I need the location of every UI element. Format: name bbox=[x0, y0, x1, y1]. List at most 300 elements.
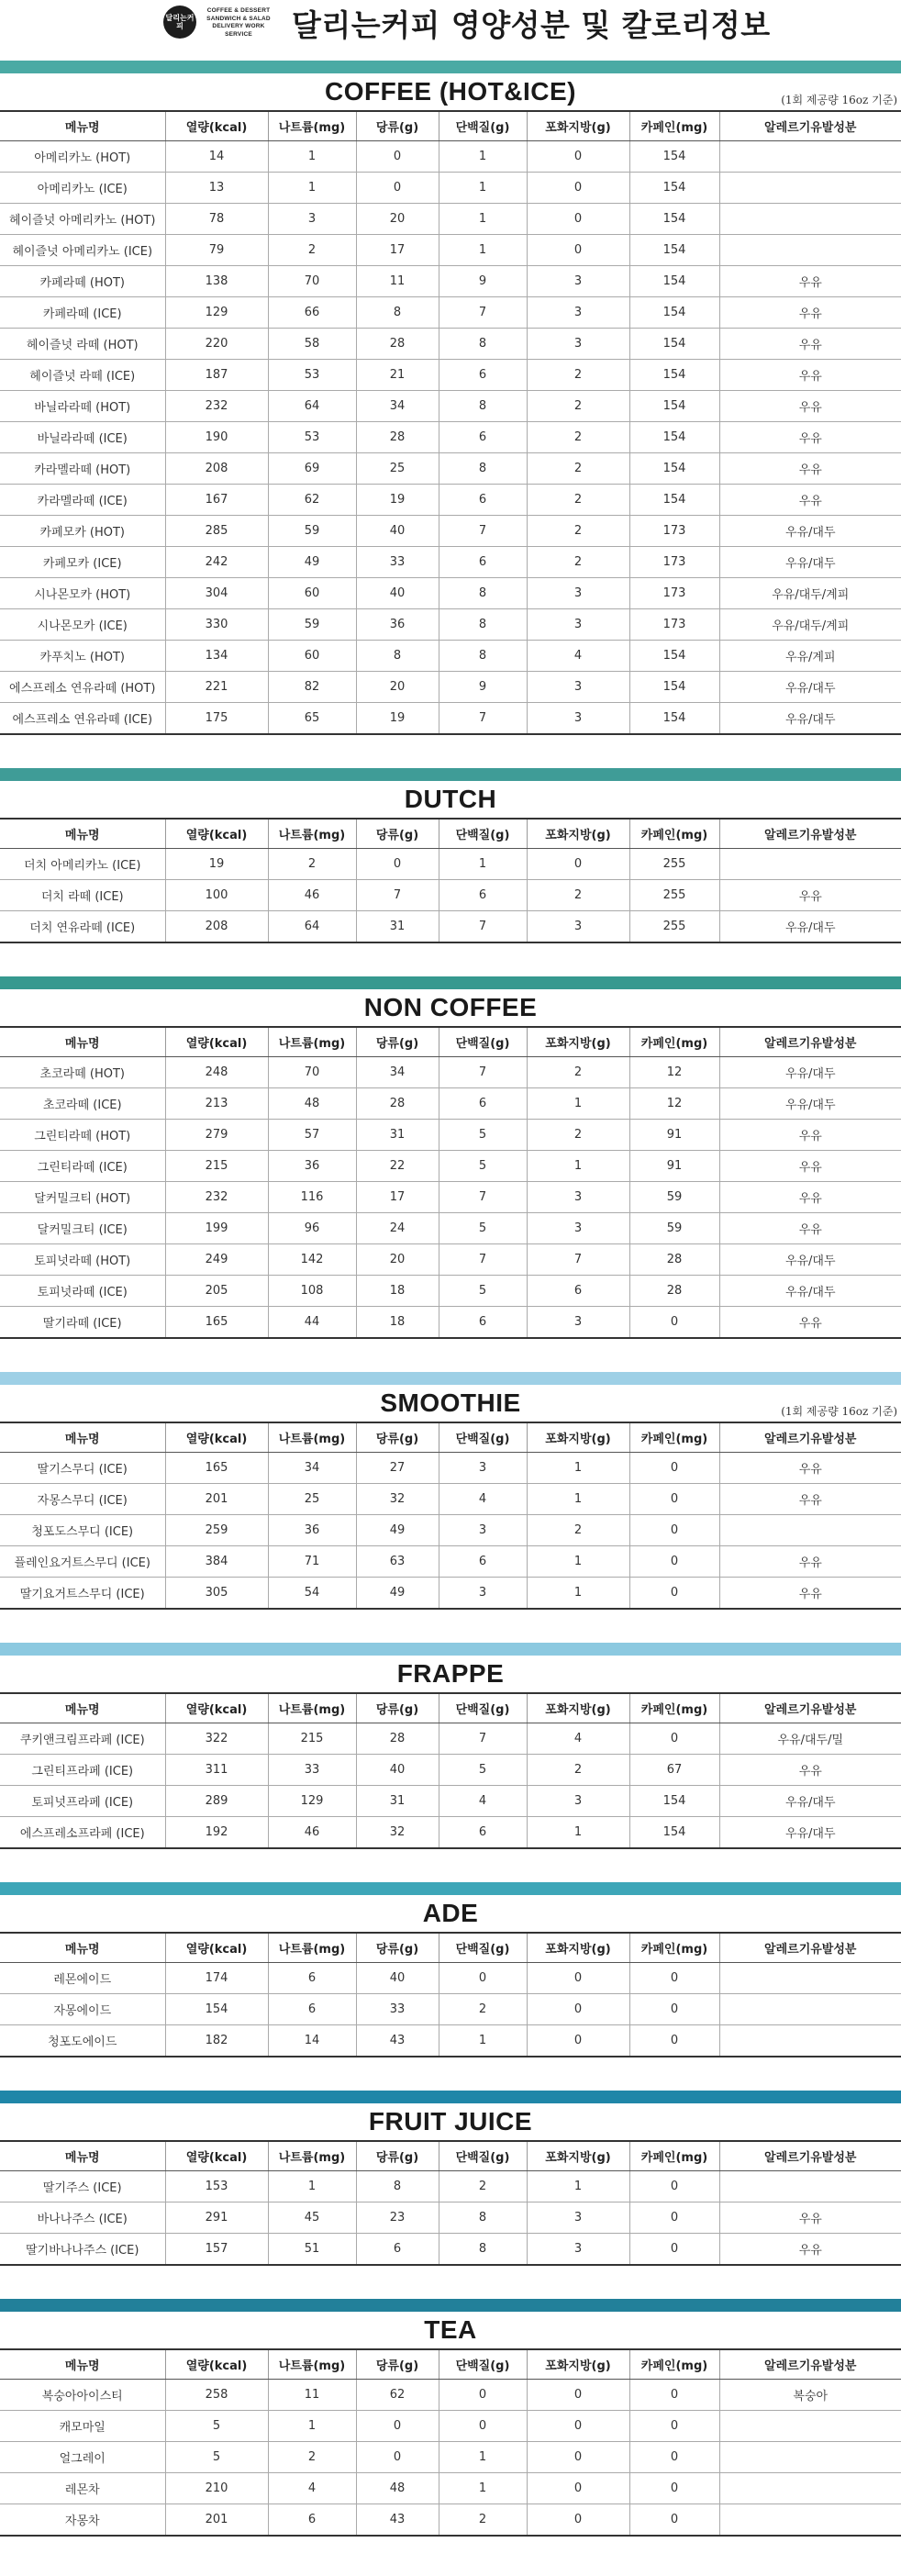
table-cell: 28 bbox=[356, 1723, 439, 1755]
table-cell: 우유/대두/계피 bbox=[719, 609, 901, 641]
table-row bbox=[0, 297, 901, 329]
table-cell: 0 bbox=[629, 2442, 719, 2473]
table-cell: 8 bbox=[356, 297, 439, 329]
table-cell: 8 bbox=[356, 2171, 439, 2202]
table-cell: 57 bbox=[268, 1120, 356, 1151]
table-cell: 40 bbox=[356, 578, 439, 609]
table-cell: 2 bbox=[439, 1994, 527, 2025]
table-cell: 91 bbox=[629, 1151, 719, 1182]
table-cell: 0 bbox=[527, 2442, 629, 2473]
column-header: 나트륨(mg) bbox=[268, 1693, 356, 1723]
table-cell: 46 bbox=[268, 880, 356, 911]
section-color-bar bbox=[0, 61, 901, 73]
table-cell: 154 bbox=[629, 1786, 719, 1817]
table-row bbox=[0, 1088, 901, 1120]
table-cell: 0 bbox=[629, 1994, 719, 2025]
table-cell: 154 bbox=[629, 360, 719, 391]
table-cell: 173 bbox=[629, 516, 719, 547]
table-cell: 0 bbox=[527, 2504, 629, 2537]
table-cell: 0 bbox=[629, 2202, 719, 2234]
table-cell: 49 bbox=[356, 1515, 439, 1546]
table-cell: 20 bbox=[356, 672, 439, 703]
table-cell bbox=[719, 173, 901, 204]
table-cell bbox=[719, 1515, 901, 1546]
column-header: 알레르기유발성분 bbox=[719, 1933, 901, 1963]
column-header: 나트륨(mg) bbox=[268, 1422, 356, 1453]
table-cell: 우유/대두 bbox=[719, 1088, 901, 1120]
column-header: 알레르기유발성분 bbox=[719, 1422, 901, 1453]
table-cell: 우유/대두 bbox=[719, 703, 901, 735]
table-cell: 4 bbox=[527, 1723, 629, 1755]
table-cell: 우유/대두 bbox=[719, 1057, 901, 1088]
table-cell: 3 bbox=[527, 1307, 629, 1339]
menu-name-cell: 청포도스무디 (ICE) bbox=[0, 1515, 165, 1546]
menu-name-cell: 캐모마일 bbox=[0, 2411, 165, 2442]
table-cell: 129 bbox=[268, 1786, 356, 1817]
table-cell: 36 bbox=[268, 1515, 356, 1546]
table-cell: 36 bbox=[356, 609, 439, 641]
table-cell: 208 bbox=[165, 911, 268, 943]
table-cell: 2 bbox=[268, 2442, 356, 2473]
menu-name-cell: 바닐라라떼 (HOT) bbox=[0, 391, 165, 422]
table-cell: 32 bbox=[356, 1817, 439, 1849]
table-cell: 1 bbox=[268, 2171, 356, 2202]
table-cell: 279 bbox=[165, 1120, 268, 1151]
table-row bbox=[0, 1515, 901, 1546]
table-cell: 3 bbox=[439, 1515, 527, 1546]
table-cell: 291 bbox=[165, 2202, 268, 2234]
table-cell: 32 bbox=[356, 1484, 439, 1515]
table-row bbox=[0, 1453, 901, 1484]
table-cell: 3 bbox=[527, 703, 629, 735]
table-cell: 6 bbox=[527, 1276, 629, 1307]
column-header: 단백질(g) bbox=[439, 1422, 527, 1453]
column-header: 카페인(mg) bbox=[629, 819, 719, 849]
table-cell: 9 bbox=[439, 266, 527, 297]
table-cell: 14 bbox=[165, 141, 268, 173]
table-cell: 우유/대두 bbox=[719, 1817, 901, 1849]
section-color-bar bbox=[0, 2299, 901, 2312]
column-header: 포화지방(g) bbox=[527, 1693, 629, 1723]
column-header: 당류(g) bbox=[356, 1693, 439, 1723]
menu-name-cell: 토피넛라떼 (ICE) bbox=[0, 1276, 165, 1307]
table-cell: 28 bbox=[356, 422, 439, 453]
menu-name-cell: 헤이즐넛 아메리카노 (HOT) bbox=[0, 204, 165, 235]
table-cell: 2 bbox=[527, 547, 629, 578]
table-cell bbox=[719, 2473, 901, 2504]
table-row bbox=[0, 329, 901, 360]
table-cell: 6 bbox=[268, 2504, 356, 2537]
column-header: 나트륨(mg) bbox=[268, 1027, 356, 1057]
table-row bbox=[0, 360, 901, 391]
menu-name-cell: 초코라떼 (HOT) bbox=[0, 1057, 165, 1088]
table-cell: 8 bbox=[439, 391, 527, 422]
section-header bbox=[0, 1895, 901, 1932]
table-row bbox=[0, 2234, 901, 2266]
table-cell: 2 bbox=[527, 453, 629, 485]
table-cell: 108 bbox=[268, 1276, 356, 1307]
table-cell: 59 bbox=[629, 1213, 719, 1244]
table-header-row bbox=[0, 1422, 901, 1453]
table-cell bbox=[719, 235, 901, 266]
table-cell: 154 bbox=[165, 1994, 268, 2025]
table-cell: 2 bbox=[527, 391, 629, 422]
table-cell: 2 bbox=[439, 2504, 527, 2537]
table-row bbox=[0, 2380, 901, 2411]
section-color-bar bbox=[0, 2091, 901, 2103]
table-cell: 157 bbox=[165, 2234, 268, 2266]
column-header: 열량(kcal) bbox=[165, 2141, 268, 2171]
table-cell: 187 bbox=[165, 360, 268, 391]
table-cell bbox=[719, 2442, 901, 2473]
table-cell: 1 bbox=[527, 1151, 629, 1182]
table-row bbox=[0, 1244, 901, 1276]
menu-name-cell: 바나나주스 (ICE) bbox=[0, 2202, 165, 2234]
table-cell: 24 bbox=[356, 1213, 439, 1244]
menu-name-cell: 카라멜라떼 (HOT) bbox=[0, 453, 165, 485]
nutrition-table bbox=[0, 1692, 901, 1849]
table-cell: 0 bbox=[527, 849, 629, 880]
table-row bbox=[0, 1151, 901, 1182]
table-cell: 3 bbox=[527, 2202, 629, 2234]
table-cell: 154 bbox=[629, 485, 719, 516]
table-cell: 53 bbox=[268, 422, 356, 453]
nutrition-table bbox=[0, 1422, 901, 1610]
brand-tagline bbox=[206, 7, 272, 39]
section-title: DUTCH bbox=[404, 785, 497, 813]
table-cell: 0 bbox=[629, 2380, 719, 2411]
table-row bbox=[0, 641, 901, 672]
menu-name-cell: 토피넛라떼 (HOT) bbox=[0, 1244, 165, 1276]
table-cell: 62 bbox=[356, 2380, 439, 2411]
column-header: 단백질(g) bbox=[439, 2349, 527, 2380]
table-cell: 40 bbox=[356, 516, 439, 547]
table-cell: 3 bbox=[268, 204, 356, 235]
table-cell: 255 bbox=[629, 849, 719, 880]
table-cell: 8 bbox=[356, 641, 439, 672]
section-header bbox=[0, 1385, 901, 1422]
table-cell: 70 bbox=[268, 266, 356, 297]
table-cell bbox=[719, 2504, 901, 2537]
section bbox=[0, 2299, 901, 2537]
table-cell: 19 bbox=[165, 849, 268, 880]
table-row bbox=[0, 1057, 901, 1088]
table-cell: 우유/대두 bbox=[719, 911, 901, 943]
table-cell: 1 bbox=[527, 2171, 629, 2202]
menu-name-cell: 더치 아메리카노 (ICE) bbox=[0, 849, 165, 880]
table-cell: 6 bbox=[268, 1963, 356, 1994]
table-cell: 6 bbox=[439, 880, 527, 911]
table-cell: 0 bbox=[629, 1515, 719, 1546]
section bbox=[0, 1643, 901, 1849]
table-cell: 우유 bbox=[719, 391, 901, 422]
table-cell: 154 bbox=[629, 204, 719, 235]
table-cell: 66 bbox=[268, 297, 356, 329]
table-row bbox=[0, 578, 901, 609]
table-cell: 59 bbox=[268, 609, 356, 641]
table-cell: 0 bbox=[356, 141, 439, 173]
column-header: 포화지방(g) bbox=[527, 819, 629, 849]
table-cell: 4 bbox=[439, 1786, 527, 1817]
tagline-line: COFFEE & DESSERT bbox=[206, 7, 271, 14]
table-cell: 1 bbox=[439, 204, 527, 235]
table-cell: 우유 bbox=[719, 1120, 901, 1151]
table-cell: 우유 bbox=[719, 880, 901, 911]
table-cell: 우유/대두 bbox=[719, 672, 901, 703]
table-cell: 8 bbox=[439, 641, 527, 672]
table-cell: 182 bbox=[165, 2025, 268, 2057]
table-cell: 7 bbox=[439, 911, 527, 943]
table-cell: 18 bbox=[356, 1307, 439, 1339]
table-cell: 255 bbox=[629, 911, 719, 943]
table-cell: 70 bbox=[268, 1057, 356, 1088]
table-cell: 우유/대두 bbox=[719, 516, 901, 547]
table-cell: 3 bbox=[527, 1786, 629, 1817]
table-cell: 1 bbox=[439, 141, 527, 173]
table-cell: 173 bbox=[629, 578, 719, 609]
table-cell: 154 bbox=[629, 329, 719, 360]
table-row bbox=[0, 422, 901, 453]
table-cell: 우유 bbox=[719, 1182, 901, 1213]
table-cell: 우유/대두 bbox=[719, 1244, 901, 1276]
table-cell: 6 bbox=[439, 422, 527, 453]
table-cell: 31 bbox=[356, 911, 439, 943]
table-cell: 8 bbox=[439, 2202, 527, 2234]
table-cell: 3 bbox=[527, 609, 629, 641]
table-cell: 우유 bbox=[719, 1484, 901, 1515]
table-cell: 49 bbox=[356, 1578, 439, 1610]
menu-name-cell: 에스프레소프라페 (ICE) bbox=[0, 1817, 165, 1849]
table-cell: 71 bbox=[268, 1546, 356, 1578]
section-color-bar bbox=[0, 1882, 901, 1895]
section-title: FRAPPE bbox=[396, 1659, 505, 1688]
brand-logo: 달리는커피 bbox=[163, 6, 196, 39]
column-header: 당류(g) bbox=[356, 1933, 439, 1963]
table-cell: 210 bbox=[165, 2473, 268, 2504]
table-row bbox=[0, 1994, 901, 2025]
column-header: 포화지방(g) bbox=[527, 1422, 629, 1453]
nutrition-table bbox=[0, 2140, 901, 2266]
table-cell: 1 bbox=[527, 1453, 629, 1484]
menu-name-cell: 그린티프라페 (ICE) bbox=[0, 1755, 165, 1786]
table-cell: 67 bbox=[629, 1755, 719, 1786]
table-cell: 40 bbox=[356, 1963, 439, 1994]
table-cell: 154 bbox=[629, 641, 719, 672]
table-cell: 48 bbox=[356, 2473, 439, 2504]
column-header: 카페인(mg) bbox=[629, 1422, 719, 1453]
table-cell: 7 bbox=[439, 1244, 527, 1276]
table-cell: 0 bbox=[629, 1963, 719, 1994]
serving-note: (1회 제공량 16oz 기준) bbox=[781, 1405, 897, 1418]
table-cell: 3 bbox=[527, 297, 629, 329]
column-header: 열량(kcal) bbox=[165, 111, 268, 141]
menu-name-cell: 딸기바나나주스 (ICE) bbox=[0, 2234, 165, 2266]
table-cell: 2 bbox=[527, 1057, 629, 1088]
table-cell: 5 bbox=[439, 1151, 527, 1182]
table-cell: 64 bbox=[268, 391, 356, 422]
table-cell: 1 bbox=[439, 173, 527, 204]
table-cell: 116 bbox=[268, 1182, 356, 1213]
column-header: 알레르기유발성분 bbox=[719, 1027, 901, 1057]
table-cell: 289 bbox=[165, 1786, 268, 1817]
table-cell: 154 bbox=[629, 672, 719, 703]
column-header: 단백질(g) bbox=[439, 1027, 527, 1057]
menu-name-cell: 헤이즐넛 아메리카노 (ICE) bbox=[0, 235, 165, 266]
column-header: 카페인(mg) bbox=[629, 2141, 719, 2171]
table-row bbox=[0, 2202, 901, 2234]
table-cell: 82 bbox=[268, 672, 356, 703]
table-cell: 5 bbox=[439, 1120, 527, 1151]
table-cell: 3 bbox=[527, 1182, 629, 1213]
table-cell: 258 bbox=[165, 2380, 268, 2411]
table-cell: 28 bbox=[356, 329, 439, 360]
column-header: 열량(kcal) bbox=[165, 1933, 268, 1963]
column-header: 메뉴명 bbox=[0, 1933, 165, 1963]
table-header-row bbox=[0, 1027, 901, 1057]
table-cell: 322 bbox=[165, 1723, 268, 1755]
menu-name-cell: 더치 연유라떼 (ICE) bbox=[0, 911, 165, 943]
table-cell: 220 bbox=[165, 329, 268, 360]
section-title: ADE bbox=[422, 1899, 479, 1927]
table-cell: 7 bbox=[439, 516, 527, 547]
table-cell: 0 bbox=[629, 2411, 719, 2442]
table-cell: 7 bbox=[439, 1723, 527, 1755]
table-cell: 25 bbox=[268, 1484, 356, 1515]
column-header: 당류(g) bbox=[356, 819, 439, 849]
table-cell: 2 bbox=[527, 360, 629, 391]
table-row bbox=[0, 703, 901, 735]
page-title: 달리는커피 영양성분 및 칼로리정보 bbox=[292, 7, 771, 43]
table-row bbox=[0, 1755, 901, 1786]
table-cell bbox=[719, 2411, 901, 2442]
column-header: 당류(g) bbox=[356, 1027, 439, 1057]
table-cell: 79 bbox=[165, 235, 268, 266]
table-cell: 60 bbox=[268, 641, 356, 672]
table-cell: 190 bbox=[165, 422, 268, 453]
table-row bbox=[0, 1120, 901, 1151]
column-header: 카페인(mg) bbox=[629, 111, 719, 141]
table-cell: 0 bbox=[356, 849, 439, 880]
menu-name-cell: 바닐라라떼 (ICE) bbox=[0, 422, 165, 453]
table-row bbox=[0, 266, 901, 297]
table-row bbox=[0, 1276, 901, 1307]
table-cell: 0 bbox=[527, 235, 629, 266]
table-header-row bbox=[0, 111, 901, 141]
column-header: 열량(kcal) bbox=[165, 819, 268, 849]
menu-name-cell: 에스프레소 연유라떼 (HOT) bbox=[0, 672, 165, 703]
table-header-row bbox=[0, 2141, 901, 2171]
menu-name-cell: 카푸치노 (HOT) bbox=[0, 641, 165, 672]
table-cell: 6 bbox=[439, 1307, 527, 1339]
section-header bbox=[0, 2312, 901, 2348]
table-cell: 59 bbox=[629, 1182, 719, 1213]
column-header: 카페인(mg) bbox=[629, 1933, 719, 1963]
menu-name-cell: 얼그레이 bbox=[0, 2442, 165, 2473]
table-cell: 0 bbox=[629, 1484, 719, 1515]
table-cell: 192 bbox=[165, 1817, 268, 1849]
table-cell: 60 bbox=[268, 578, 356, 609]
table-cell: 0 bbox=[356, 2442, 439, 2473]
menu-name-cell: 그린티라떼 (HOT) bbox=[0, 1120, 165, 1151]
table-row bbox=[0, 2171, 901, 2202]
table-cell: 1 bbox=[268, 2411, 356, 2442]
table-row bbox=[0, 391, 901, 422]
column-header: 단백질(g) bbox=[439, 111, 527, 141]
table-cell: 34 bbox=[268, 1453, 356, 1484]
table-cell: 2 bbox=[527, 516, 629, 547]
table-cell: 154 bbox=[629, 266, 719, 297]
table-cell: 12 bbox=[629, 1088, 719, 1120]
table-cell: 7 bbox=[527, 1244, 629, 1276]
table-cell: 0 bbox=[629, 1723, 719, 1755]
column-header: 카페인(mg) bbox=[629, 1693, 719, 1723]
column-header: 메뉴명 bbox=[0, 1027, 165, 1057]
table-cell: 4 bbox=[439, 1484, 527, 1515]
table-cell: 215 bbox=[268, 1723, 356, 1755]
section-color-bar bbox=[0, 976, 901, 989]
table-cell: 우유/계피 bbox=[719, 641, 901, 672]
table-cell: 2 bbox=[527, 880, 629, 911]
table-cell bbox=[719, 2171, 901, 2202]
section-header bbox=[0, 1656, 901, 1692]
menu-name-cell: 달커밀크티 (HOT) bbox=[0, 1182, 165, 1213]
table-row bbox=[0, 672, 901, 703]
column-header: 열량(kcal) bbox=[165, 1027, 268, 1057]
table-cell: 5 bbox=[439, 1276, 527, 1307]
table-cell: 215 bbox=[165, 1151, 268, 1182]
table-cell: 201 bbox=[165, 2504, 268, 2537]
table-row bbox=[0, 609, 901, 641]
table-cell: 7 bbox=[439, 703, 527, 735]
table-cell: 1 bbox=[527, 1484, 629, 1515]
menu-name-cell: 토피넛프라페 (ICE) bbox=[0, 1786, 165, 1817]
table-cell: 0 bbox=[629, 1546, 719, 1578]
table-cell: 20 bbox=[356, 204, 439, 235]
table-cell: 8 bbox=[439, 329, 527, 360]
table-cell bbox=[719, 1963, 901, 1994]
table-cell: 1 bbox=[527, 1578, 629, 1610]
table-cell: 18 bbox=[356, 1276, 439, 1307]
menu-name-cell: 플레인요거트스무디 (ICE) bbox=[0, 1546, 165, 1578]
table-cell: 0 bbox=[356, 2411, 439, 2442]
table-cell: 213 bbox=[165, 1088, 268, 1120]
nutrition-table bbox=[0, 110, 901, 735]
menu-name-cell: 쿠키앤크림프라페 (ICE) bbox=[0, 1723, 165, 1755]
section-title: SMOOTHIE bbox=[380, 1388, 521, 1417]
column-header: 알레르기유발성분 bbox=[719, 2141, 901, 2171]
table-cell: 복숭아 bbox=[719, 2380, 901, 2411]
table-cell: 43 bbox=[356, 2504, 439, 2537]
table-cell bbox=[719, 849, 901, 880]
table-row bbox=[0, 880, 901, 911]
column-header: 당류(g) bbox=[356, 1422, 439, 1453]
table-header-row bbox=[0, 1693, 901, 1723]
table-cell: 우유 bbox=[719, 1546, 901, 1578]
table-cell: 46 bbox=[268, 1817, 356, 1849]
table-cell: 9 bbox=[439, 672, 527, 703]
table-cell: 36 bbox=[268, 1151, 356, 1182]
table-cell: 우유 bbox=[719, 453, 901, 485]
table-cell: 12 bbox=[629, 1057, 719, 1088]
table-cell: 1 bbox=[439, 2473, 527, 2504]
table-cell: 63 bbox=[356, 1546, 439, 1578]
menu-name-cell: 자몽스무디 (ICE) bbox=[0, 1484, 165, 1515]
menu-name-cell: 레몬차 bbox=[0, 2473, 165, 2504]
table-cell: 6 bbox=[356, 2234, 439, 2266]
table-cell: 138 bbox=[165, 266, 268, 297]
section bbox=[0, 61, 901, 735]
table-cell bbox=[719, 141, 901, 173]
